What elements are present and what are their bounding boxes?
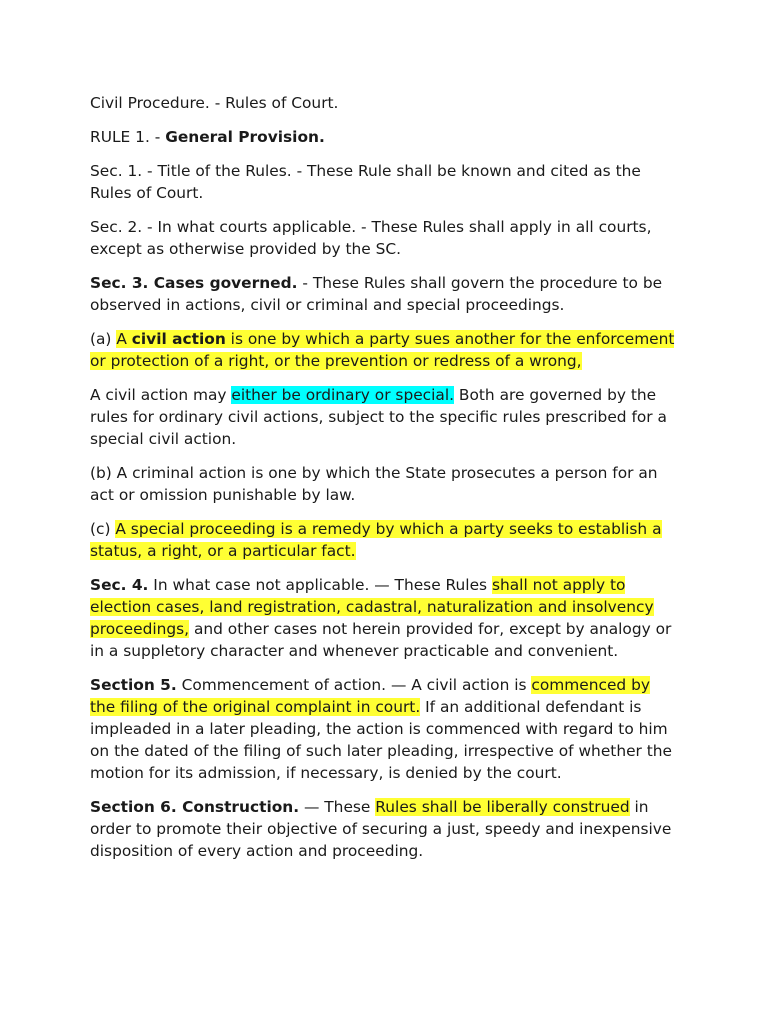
rule-heading xyxy=(90,126,678,148)
section-4-highlight: shall not apply to election cases, land registration, cadastral, naturalization and insolvency proceedings, xyxy=(90,576,654,638)
rule-name: General Provision. xyxy=(165,128,325,146)
paragraph-a xyxy=(90,328,678,372)
section-4 xyxy=(90,574,678,662)
section-3 xyxy=(90,272,678,316)
section-6-heading: Section 6. Construction. xyxy=(90,798,300,816)
paragraph-c-prefix: (c) xyxy=(90,520,116,538)
section-2: Sec. 2. - In what courts applicable. - These Rules shall apply in all courts, except as otherwise provided by the SC. xyxy=(90,218,652,258)
section-5-before: Commencement of action. — A civil action is xyxy=(176,676,532,694)
civil-types-highlight: either be ordinary or special. xyxy=(231,386,455,404)
paragraph-c-highlight: A special proceeding is a remedy by which a party seeks to establish a status, a right, or a particular fact. xyxy=(90,520,662,560)
document-title: Civil Procedure. - Rules of Court. xyxy=(90,94,339,112)
section-5-highlight: commenced by the filing of the original complaint in court. xyxy=(90,676,650,716)
civil-types-before: A civil action may xyxy=(90,386,232,404)
paragraph-a-highlight-1: A xyxy=(116,330,132,348)
paragraph-b: (b) A criminal action is one by which the State prosecutes a person for an act or omission punishable by law. xyxy=(90,464,658,504)
civil-types-after: Both are governed by the rules for ordinary civil actions, subject to the specific rules prescribed for a special civil action. xyxy=(90,386,667,448)
section-6-after: in order to promote their objective of securing a just, speedy and inexpensive disposition of every action and proceeding. xyxy=(90,798,672,860)
section-4-heading: Sec. 4. xyxy=(90,576,149,594)
section-5 xyxy=(90,674,678,784)
section-3-heading: Sec. 3. Cases governed. xyxy=(90,274,298,292)
civil-action-term: civil action xyxy=(131,330,226,348)
section-4-before: In what case not applicable. — These Rules xyxy=(148,576,492,594)
section-1: Sec. 1. - Title of the Rules. - These Rule shall be known and cited as the Rules of Court. xyxy=(90,162,641,202)
paragraph-a-prefix: (a) xyxy=(90,330,117,348)
civil-action-types xyxy=(90,384,678,450)
section-4-after: and other cases not herein provided for, except by analogy or in a suppletory character and whenever practicable and convenient. xyxy=(90,620,672,660)
rule-prefix: RULE 1. - xyxy=(90,128,166,146)
section-6-before: — These xyxy=(299,798,376,816)
section-5-heading: Section 5. xyxy=(90,676,177,694)
section-5-after: If an additional defendant is impleaded in a later pleading, the action is commenced with regard to him on the dated of the filing of such later pleading, irrespective of whether the motion for its admission, if necessary, is denied by the court. xyxy=(90,698,673,782)
section-3-text: - These Rules shall govern the procedure to be observed in actions, civil or criminal and special proceedings. xyxy=(90,274,663,314)
section-6 xyxy=(90,796,678,862)
section-6-highlight: Rules shall be liberally construed xyxy=(375,798,630,816)
paragraph-c xyxy=(90,518,678,562)
paragraph-a-highlight-2: is one by which a party sues another for the enforcement or protection of a right, or the prevention or redress of a wrong, xyxy=(90,330,675,370)
